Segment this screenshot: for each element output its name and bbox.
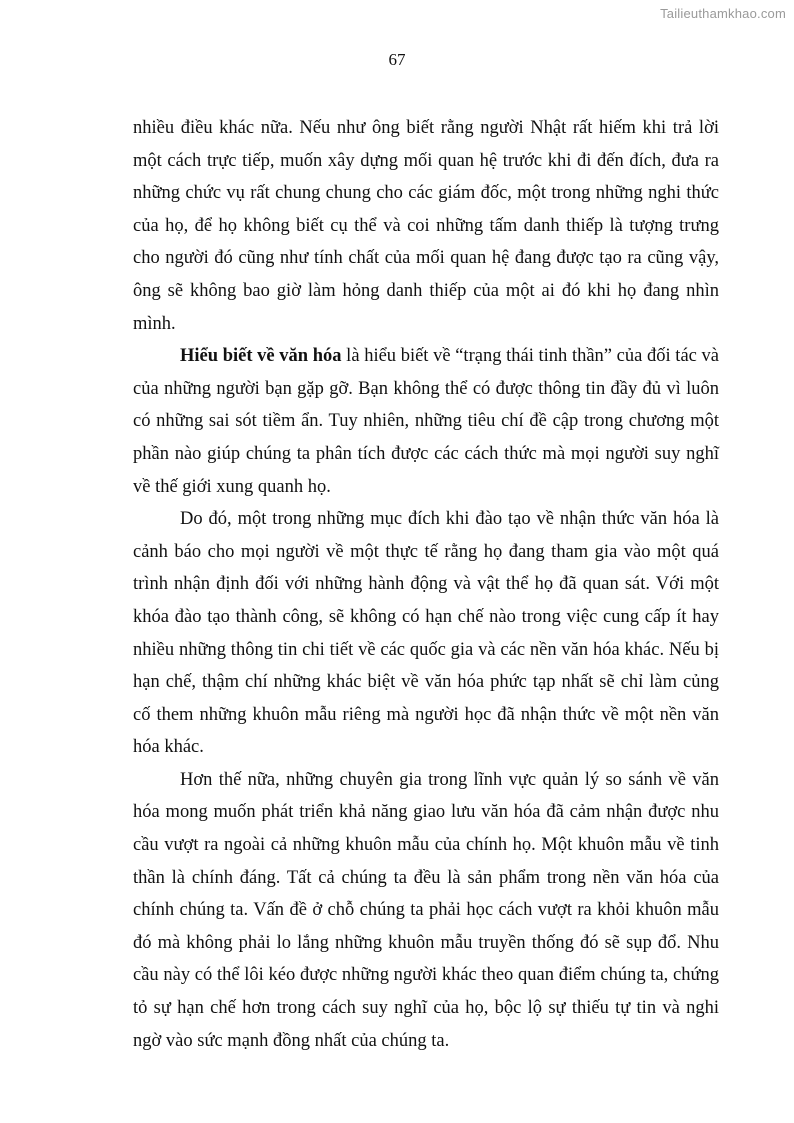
paragraph-training-purpose: Do đó, một trong những mục đích khi đào tạo về nhận thức văn hóa là cảnh báo cho mọi người về một thực tế rằng họ đang tham gia vào một quá trình nhận định đối với những hành động và vật thể họ đã quan sát. Với một khóa đào tạo thành công, sẽ không có hạn chế nào trong việc cung cấp ít hay nhiều những thông tin chi tiết về các quốc gia và các nền văn hóa khác. Nếu bị hạn chế, thậm chí những khác biệt về văn hóa phức tạp nhất sẽ chỉ làm củng cố them những khuôn mẫu riêng mà người học đã nhận thức về một nền văn hóa khác. [133, 509, 719, 758]
document-body [133, 112, 719, 1057]
watermark-text: Tailieuthamkhao.com [660, 6, 786, 21]
paragraph-experts: Hơn thế nữa, những chuyên gia trong lĩnh vực quản lý so sánh về văn hóa mong muốn phát triển khả năng giao lưu văn hóa đã cảm nhận được nhu cầu vượt ra ngoài cả những khuôn mẫu của chính họ. Một khuôn mẫu về tinh thần là chính đáng. Tất cả chúng ta đều là sản phẩm trong nền văn hóa của chính chúng ta. Vấn đề ở chỗ chúng ta phải học cách vượt ra khỏi khuôn mẫu đó mà không phải lo lắng những khuôn mẫu truyền thống đó sẽ sụp đổ. Nhu cầu này có thể lôi kéo được những người khác theo quan điểm chúng ta, chứng tỏ sự hạn chế hơn trong cách suy nghĩ của họ, bộc lộ sự thiếu tự tin và nghi ngờ vào sức mạnh đồng nhất của chúng ta. [133, 769, 719, 1051]
paragraph-cultural-understanding [133, 340, 719, 503]
paragraph-continuation: nhiều điều khác nữa. Nếu như ông biết rằng người Nhật rất hiếm khi trả lời một cách trực tiếp, muốn xây dựng mối quan hệ trước khi đi đến đích, đưa ra những chức vụ rất chung chung cho các giám đốc, một trong những nghi thức của họ, để họ không biết cụ thể và coi những tấm danh thiếp là tượng trưng cho người đó cũng như tính chất của mối quan hệ đang được tạo ra cũng vậy, ông sẽ không bao giờ làm hỏng danh thiếp của một ai đó khi họ đang nhìn mình. [133, 118, 719, 334]
page-number: 67 [388, 50, 406, 69]
paragraph-text: là hiểu biết về “trạng thái tinh thần” của đối tác và của những người bạn gặp gỡ. Bạn không thể có được thông tin đầy đủ vì luôn có những sai sót tiềm ẩn. Tuy nhiên, những tiêu chí đề cập trong chương một phần nào giúp chúng ta phân tích được các cách thức mà mọi người suy nghĩ về thế giới xung quanh họ. [133, 346, 719, 497]
bold-term: Hiểu biết về văn hóa [180, 346, 342, 367]
